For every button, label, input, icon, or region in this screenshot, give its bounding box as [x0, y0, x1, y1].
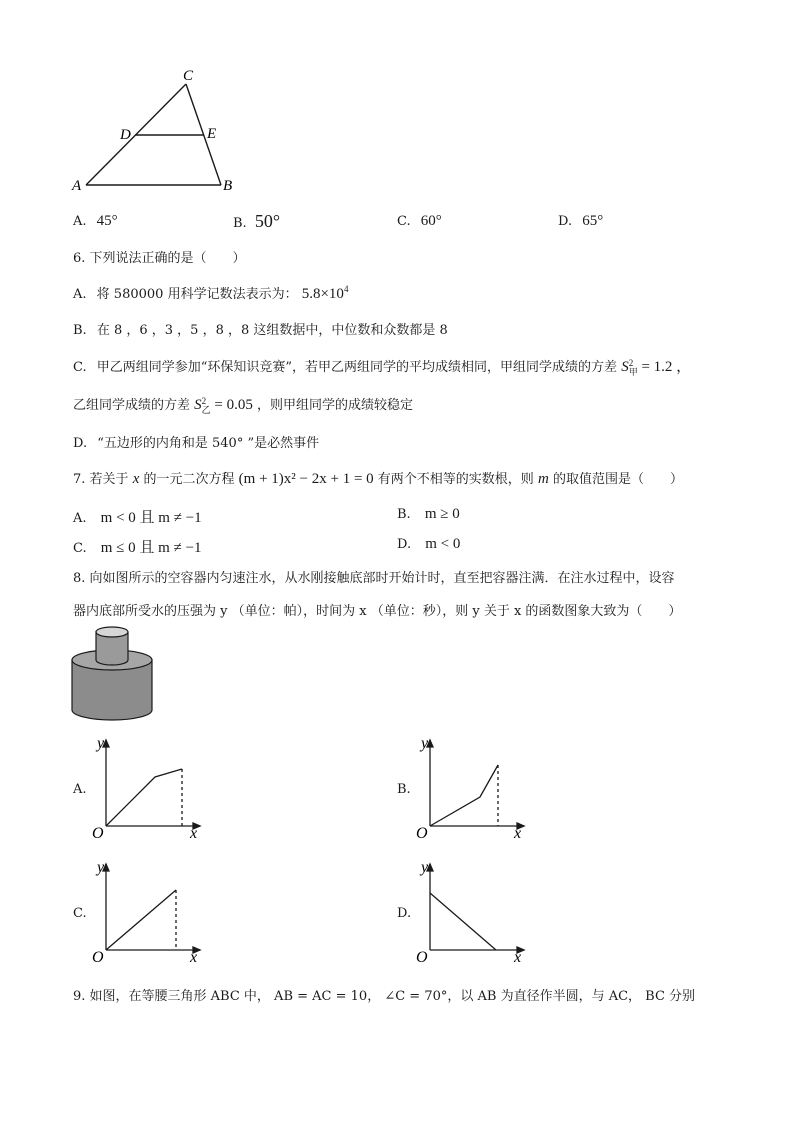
option-value: m < 0 且 m ≠ −1 [100, 510, 202, 526]
graph-curve [106, 890, 176, 950]
stem-text: 的一元二次方程 [143, 472, 235, 487]
option-letter: B. [233, 216, 247, 231]
q7-option-c[interactable] [73, 536, 202, 557]
axis-y-label: y [97, 859, 105, 876]
q6-option-c-line2 [73, 394, 413, 415]
variance-symbol: S [194, 397, 202, 413]
option-letter: C. [73, 541, 87, 556]
label-e: E [207, 126, 217, 142]
option-text: 将 580000 用科学记数法表示为： [96, 287, 298, 302]
q5-option-b[interactable] [233, 211, 280, 232]
option-text: 乙组同学成绩的方差 [73, 398, 191, 413]
graph-curve [430, 893, 496, 950]
var-x: x [132, 471, 140, 487]
sci-value: 5.8×10 [301, 286, 344, 302]
equation: (m + 1)x² − 2x + 1 = 0 [238, 471, 374, 487]
option-letter: D. [73, 436, 88, 451]
axis-y-label: y [97, 735, 105, 752]
container-neck-top [96, 627, 128, 637]
origin-label: O [92, 949, 104, 966]
stem-text: 7. 若关于 [73, 472, 129, 487]
q7-option-a[interactable] [73, 506, 202, 527]
variance-square: 2 [201, 395, 207, 406]
variance-yi [194, 397, 253, 413]
variance-subscript: 乙 [201, 404, 211, 415]
option-letter: B. [397, 507, 411, 522]
triangle-figure [60, 62, 250, 197]
variance-subscript: 甲 [628, 366, 638, 377]
container-figure [70, 622, 154, 722]
option-value: m ≥ 0 [424, 506, 460, 522]
q6-stem: 6. 下列说法正确的是（ ） [73, 251, 246, 266]
option-letter: A. [73, 287, 87, 302]
option-letter: B. [73, 323, 87, 338]
axis-x-label: x [190, 825, 198, 842]
origin-label: O [416, 825, 428, 842]
axis-x-label: x [514, 825, 522, 842]
q5-option-d[interactable] [558, 213, 603, 230]
q7-option-b[interactable] [397, 506, 460, 523]
origin-label: O [92, 825, 104, 842]
option-text: 甲乙两组同学参加“环保知识竞赛”，若甲乙两组同学的平均成绩相同，甲组同学成绩的方差 [96, 360, 618, 375]
option-value: 45° [96, 213, 118, 229]
q9-stem: 9. 如图，在等腰三角形 ABC 中， AB = AC = 10， ∠C = 70°，以 AB 为直径作半圆，与 AC， BC 分别 [73, 989, 696, 1004]
option-letter: C. [397, 214, 411, 229]
label-c: C [183, 68, 194, 84]
label-d: D [120, 127, 131, 143]
option-value: m ≤ 0 且 m ≠ −1 [100, 540, 202, 556]
axis-y-label: y [421, 735, 429, 752]
label-a: A [72, 178, 82, 194]
option-letter: C. [73, 906, 87, 921]
option-text: 在 8 ，6 ，3 ，5 ，8 ，8 这组数据中，中位数和众数都是 8 [96, 323, 448, 338]
graph-a [88, 734, 208, 842]
option-letter: D. [397, 906, 412, 921]
graph-c [88, 858, 208, 966]
q5-option-c[interactable] [397, 213, 442, 230]
sci-notation [302, 286, 349, 302]
stem-text: 有两个不相等的实数根，则 [377, 472, 534, 487]
var-m: m [537, 471, 549, 487]
q7-option-d[interactable] [397, 536, 460, 553]
q6-option-a[interactable] [73, 283, 348, 303]
option-text: ，则甲组同学的成绩较稳定 [257, 398, 414, 413]
option-value: 60° [420, 213, 442, 229]
option-letter: D. [558, 214, 573, 229]
option-value: 50° [254, 211, 281, 231]
q6-option-d[interactable] [73, 432, 319, 451]
option-letter: B. [397, 782, 411, 797]
q6-option-b[interactable] [73, 319, 448, 338]
variance-symbol: S [621, 359, 629, 375]
variance-value: = 0.05 [214, 397, 253, 413]
axis-x-label: x [514, 949, 522, 966]
option-letter: A. [73, 214, 87, 229]
option-value: m < 0 [425, 536, 461, 552]
q8-stem-line2: 器内底部所受水的压强为 y （单位：帕），时间为 x （单位：秒），则 y 关于 x 的函数图象大致为（ ） [73, 604, 682, 619]
graph-d [412, 858, 532, 966]
option-text: “五边形的内角和是 540° ”是必然事件 [97, 436, 320, 451]
label-b: B [223, 178, 233, 194]
option-letter: A. [73, 511, 87, 526]
q8-stem-line1: 8. 向如图所示的空容器内匀速注水，从水刚接触底部时开始计时，直至把容器注满．在注水过程中，设容 [73, 571, 675, 586]
variance-value: = 1.2 ， [641, 359, 692, 375]
q7-stem [73, 468, 683, 488]
option-value: 65° [582, 213, 604, 229]
variance-square: 2 [628, 357, 634, 368]
option-letter: C. [73, 360, 87, 375]
option-letter: D. [397, 537, 412, 552]
axis-y-label: y [421, 859, 429, 876]
graph-b [412, 734, 532, 842]
stem-text: 的取值范围是（ ） [552, 472, 683, 487]
graph-curve [106, 769, 182, 826]
axis-x-label: x [190, 949, 198, 966]
option-letter: A. [73, 782, 87, 797]
variance-jia [621, 359, 691, 375]
q5-option-a[interactable] [73, 213, 118, 230]
graph-curve [430, 765, 498, 826]
q6-option-c[interactable] [73, 355, 691, 377]
origin-label: O [416, 949, 428, 966]
sci-exponent: 4 [343, 284, 349, 294]
